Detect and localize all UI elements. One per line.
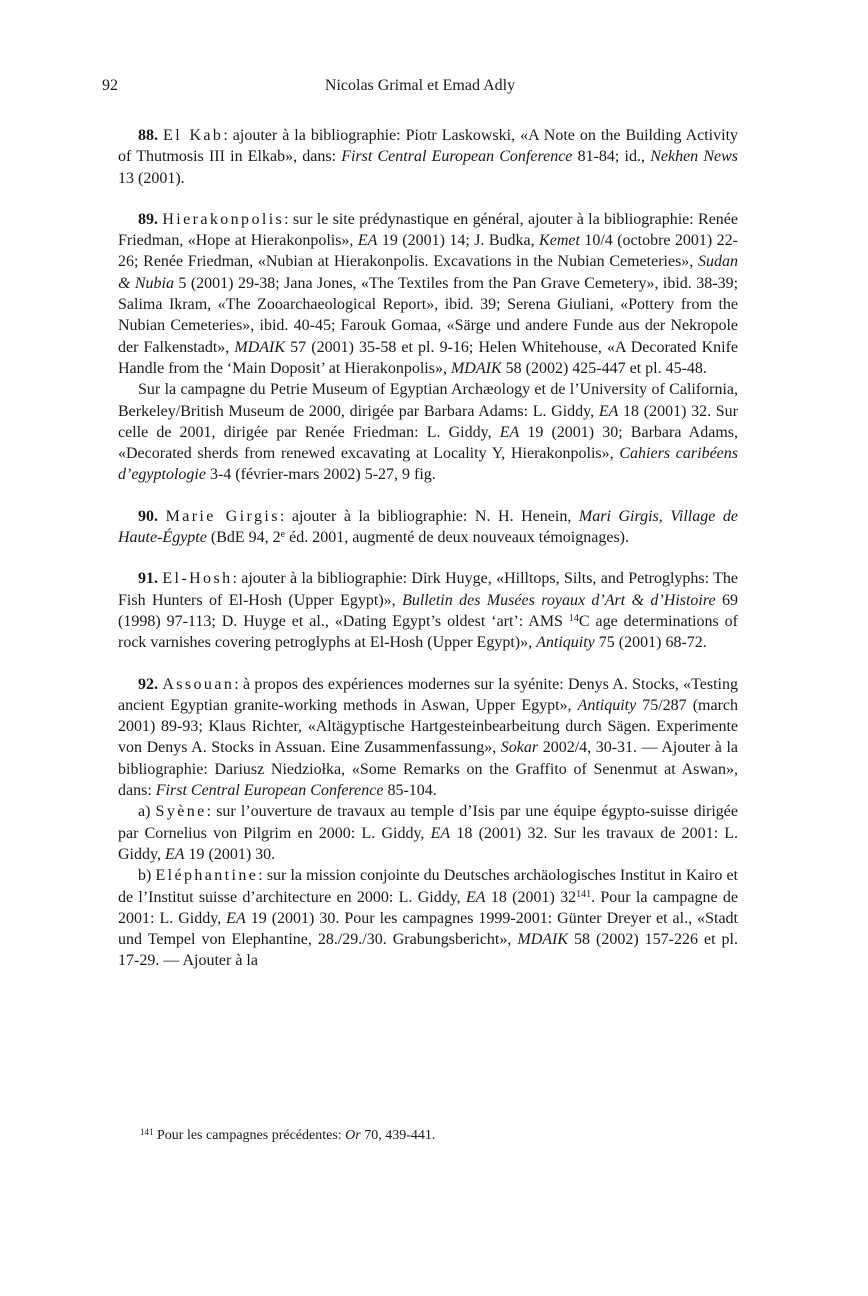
entry-text: 19 (2001) 30. <box>184 845 276 863</box>
site-name: Assouan <box>162 675 235 693</box>
entry-italic: EA <box>465 888 486 906</box>
site-name: El-Hosh <box>162 570 233 588</box>
site-name: Eléphantine <box>155 867 259 885</box>
entry-number: 90. <box>138 507 158 525</box>
entry-italic: Nekhen News <box>650 148 739 166</box>
site-name: El Kab <box>163 127 224 144</box>
entry-92 <box>118 674 738 802</box>
entry-text: 19 (2001) 14; J. Budka, <box>377 232 540 250</box>
entry-text: : ajouter à la bibliographie: N. H. Henein, <box>279 507 579 525</box>
entry-number: 91. <box>138 570 158 588</box>
entry-text: : ajouter à la bibliographie: Dirk Huyge, «Hilltops, Silts, and Petroglyphs: The Fish Hunters of El-Hosh (Upper Egypt)», <box>118 570 739 609</box>
entry-90 <box>118 506 738 549</box>
entry-92a <box>118 801 738 865</box>
entry-text: 75/287 (march 2001) 89-93; Klaus Richter, «Altägyptische Hartgesteinbearbeitung durch Sägen. Experimente von Denys A. Stocks in Assuan. Eine Zusammenfassung», <box>118 696 738 757</box>
superscript: 14 <box>568 612 579 624</box>
page-header <box>102 77 738 99</box>
subentry-label: b) <box>138 867 152 885</box>
page-number: 92 <box>102 77 118 94</box>
entry-92b <box>118 865 738 971</box>
entry-text: : sur la mission conjointe du Deutsches archäologisches Institut in Kairo et de l’Institut suisse d’architecture en 2000: L. Giddy, <box>118 867 738 906</box>
entry-number: 88. <box>138 127 158 144</box>
entry-text: . Pour la campagne de 2001: L. Giddy, <box>118 888 739 927</box>
site-name: Marie Girgis <box>165 507 280 525</box>
entry-text: (BdE 94, 2 <box>206 529 281 547</box>
entry-italic: EA <box>164 845 185 863</box>
footnote-italic: Or <box>345 1128 361 1143</box>
entry-italic: MDAIK <box>517 931 569 949</box>
entry-italic: EA <box>357 232 378 250</box>
entry-text: 85-104. <box>383 782 437 800</box>
footnote-marker: 141 <box>140 1127 154 1137</box>
entry-text: 18 (2001) 32 <box>485 888 577 906</box>
entry-italic: EA <box>430 824 451 842</box>
entry-italic: Sokar <box>500 739 539 757</box>
entry-italic: Cahiers caribéens d’egyptologie <box>118 445 739 484</box>
entry-italic: Mari Girgis, Village de Haute-Égypte <box>118 507 739 547</box>
entry-number: 89. <box>138 210 158 228</box>
entry-text: 13 (2001). <box>118 169 185 187</box>
entry-text: 3-4 (février-mars 2002) 5-27, 9 fig. <box>205 466 436 484</box>
entry-text: 81-84; id., <box>572 148 651 166</box>
entry-text: 58 (2002) 425-447 et pl. 45-48. <box>501 359 707 377</box>
entry-italic: EA <box>499 423 520 441</box>
entry-text: 18 (2001) 32. Sur celle de 2001, dirigée par Renée Friedman: L. Giddy, <box>118 402 738 441</box>
running-title: Nicolas Grimal et Emad Adly <box>324 77 516 94</box>
entry-text: éd. 2001, augmenté de deux nouveaux témoignages). <box>285 529 629 547</box>
entry-text: : ajouter à la bibliographie: Piotr Laskowski, «A Note on the Building Activity of Thutmosis III in Elkab», dans: <box>118 127 739 166</box>
entry-text: 18 (2001) 32. Sur les travaux de 2001: L. Giddy, <box>118 824 739 863</box>
entry-number: 92. <box>138 675 158 693</box>
site-name: Syène <box>155 803 207 821</box>
entry-italic: Bulletin des Musées royaux d’Art & d’Histoire <box>402 591 716 609</box>
entry-text: C age determinations of rock varnishes covering petroglyphs at El-Hosh (Upper Egypt)», <box>118 612 738 652</box>
entry-italic: Antiquity <box>536 634 595 652</box>
footnote-reference[interactable]: 141 <box>576 888 592 900</box>
entry-text: 2002/4, 30-31. — Ajouter à la bibliographie: Dariusz Niedziołka, «Some Remarks on the Graffito of Senenmut at Aswan», dans: <box>118 739 738 800</box>
entry-88 <box>118 125 738 189</box>
entry-89 <box>118 209 738 379</box>
entry-89-continued <box>118 379 738 485</box>
entry-italic: Kemet <box>539 232 580 250</box>
subentry-label: a) <box>138 803 151 821</box>
entry-italic: Antiquity <box>577 696 637 714</box>
entry-text: 19 (2001) 30. Pour les campagnes 1999-2001: Günter Dreyer et al., «Stadt und Tempel von Elephantine, 28./29./30. Grabungsbericht», <box>118 909 738 949</box>
entry-text: 58 (2002) 157-226 et pl. 17-29. — Ajouter à la <box>118 931 738 970</box>
footnote <box>140 1127 435 1145</box>
footnote-text: 70, 439-441. <box>360 1128 436 1143</box>
footnote-text: Pour les campagnes précédentes: <box>153 1128 346 1143</box>
superscript: e <box>280 529 286 541</box>
site-name: Hierakonpolis <box>162 210 285 228</box>
entry-italic: MDAIK <box>450 359 502 377</box>
entry-text: : sur l’ouverture de travaux au temple d’Isis par une équipe égypto-suisse dirigée par Cornelius von Pilgrim en 2000: L. Giddy, <box>118 803 738 842</box>
entry-text: Sur la campagne du Petrie Museum of Egyptian Archæology et de l’University of California, Berkeley/British Museum de 2000, dirigée par Barbara Adams: L. Giddy, <box>118 381 738 420</box>
entry-text: 5 (2001) 29-38; Jana Jones, «The Textiles from the Pan Grave Cemetery», ibid. 38-39; Salima Ikram, «The Zooarchaeological Report», ibid. 39; Serena Giuliani, «Pottery from the Nubian Cemeteries», ibid. 40-45; Farouk Gomaa, «Särge und andere Funde aus der Nekropole der Falkenstadt», <box>118 274 739 356</box>
entry-text: : à propos des expériences modernes sur la syénite: Denys A. Stocks, «Testing ancient Egyptian granite-working methods in Aswan, Upper Egypt», <box>118 675 739 714</box>
page-body <box>118 125 738 972</box>
entry-italic: EA <box>226 909 246 927</box>
entry-text: 75 (2001) 68-72. <box>594 634 707 652</box>
entry-italic: First Central European Conference <box>341 148 573 166</box>
entry-text: 19 (2001) 30; Barbara Adams, «Decorated sherds from renewed excavating at Locality Y, Hierakonpolis», <box>118 423 738 463</box>
entry-italic: MDAIK <box>234 338 286 356</box>
entry-text: 10/4 (octobre 2001) 22-26; Renée Friedman, «Nubian at Hierakonpolis. Excavations in the Nubian Cemeteries», <box>118 232 739 271</box>
entry-italic: EA <box>598 402 619 420</box>
entry-text: 57 (2001) 35-58 et pl. 9-16; Helen Whitehouse, «A Decorated Knife Handle from the ‘Main Doposit’ at Hierakonpolis», <box>118 338 738 377</box>
entry-italic: First Central European Conference <box>155 782 384 800</box>
entry-91 <box>118 568 738 653</box>
entry-text: : sur le site prédynastique en général, ajouter à la bibliographie: Renée Friedman, «Hope at Hierakonpolis», <box>118 210 739 250</box>
entry-italic: Sudan & Nubia <box>118 253 738 292</box>
entry-text: 69 (1998) 97-113; D. Huyge et al., «Dating Egypt’s oldest ‘art’: AMS <box>118 591 739 630</box>
